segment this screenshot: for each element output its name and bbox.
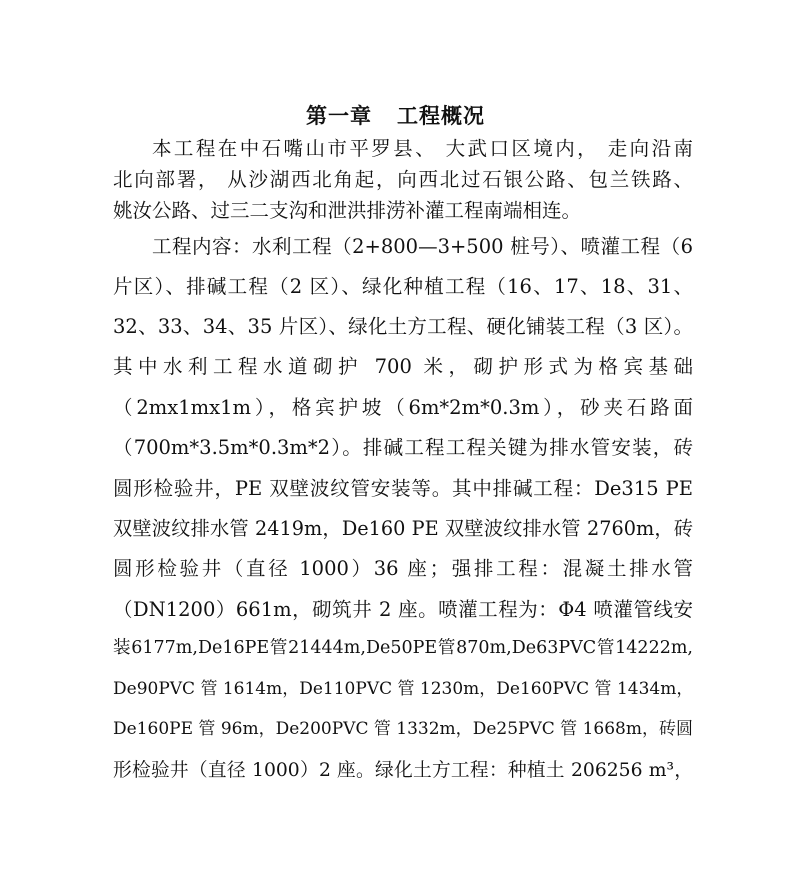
paragraph-line: 圆形检验井，PE 双壁波纹管安装等。其中排碱工程：De315 PE [113, 477, 693, 500]
paragraph-line: De160PE 管 96m，De200PVC 管 1332m，De25PVC 管 1668m，砖圆 [113, 719, 693, 739]
chapter-title: 第一章 工程概况 [306, 104, 485, 128]
paragraph-line: 32、33、34、35 片区）、绿化土方工程、硬化铺装工程（3 区）。 [113, 315, 693, 338]
paragraph-line: 姚汝公路、过三二支沟和泄洪排涝补灌工程南端相连。 [113, 199, 582, 222]
paragraph-line: 装6177m,De16PE管21444m,De50PE管870m,De63PVC管14222m, [113, 638, 693, 658]
paragraph-line: 其中水利工程水道砌护 700 米，砌护形式为格宾基础 [113, 355, 693, 378]
paragraph-line: 工程内容：水利工程（2+800—3+500 桩号）、喷灌工程（6 [152, 235, 693, 258]
paragraph-line: 片区）、排碱工程（2 区）、绿化种植工程（16、17、18、31、 [113, 275, 693, 298]
paragraph-line: 圆形检验井（直径 1000）36 座；强排工程：混凝土排水管 [113, 557, 693, 580]
paragraph-line: 形检验井（直径 1000）2 座。绿化土方工程：种植土 206256 m³， [113, 760, 693, 781]
paragraph-line: （DN1200）661m，砌筑井 2 座。喷灌工程为：Φ4 喷灌管线安 [113, 598, 693, 621]
paragraph-line: （700m*3.5m*0.3m*2）。排碱工程工程关键为排水管安装，砖 [113, 436, 693, 459]
paragraph-line: De90PVC 管 1614m，De110PVC 管 1230m，De160PVC 管 1434m， [113, 679, 694, 699]
paragraph-line: 北向部署， 从沙湖西北角起，向西北过石银公路、包兰铁路、 [113, 168, 693, 191]
paragraph-line: 本工程在中石嘴山市平罗县、 大武口区境内， 走向沿南 [152, 137, 693, 160]
paragraph-line: 双壁波纹排水管 2419m，De160 PE 双壁波纹排水管 2760m，砖 [113, 517, 693, 540]
paragraph-line: （2mx1mx1m），格宾护坡（6m*2m*0.3m），砂夹石路面 [113, 396, 693, 419]
